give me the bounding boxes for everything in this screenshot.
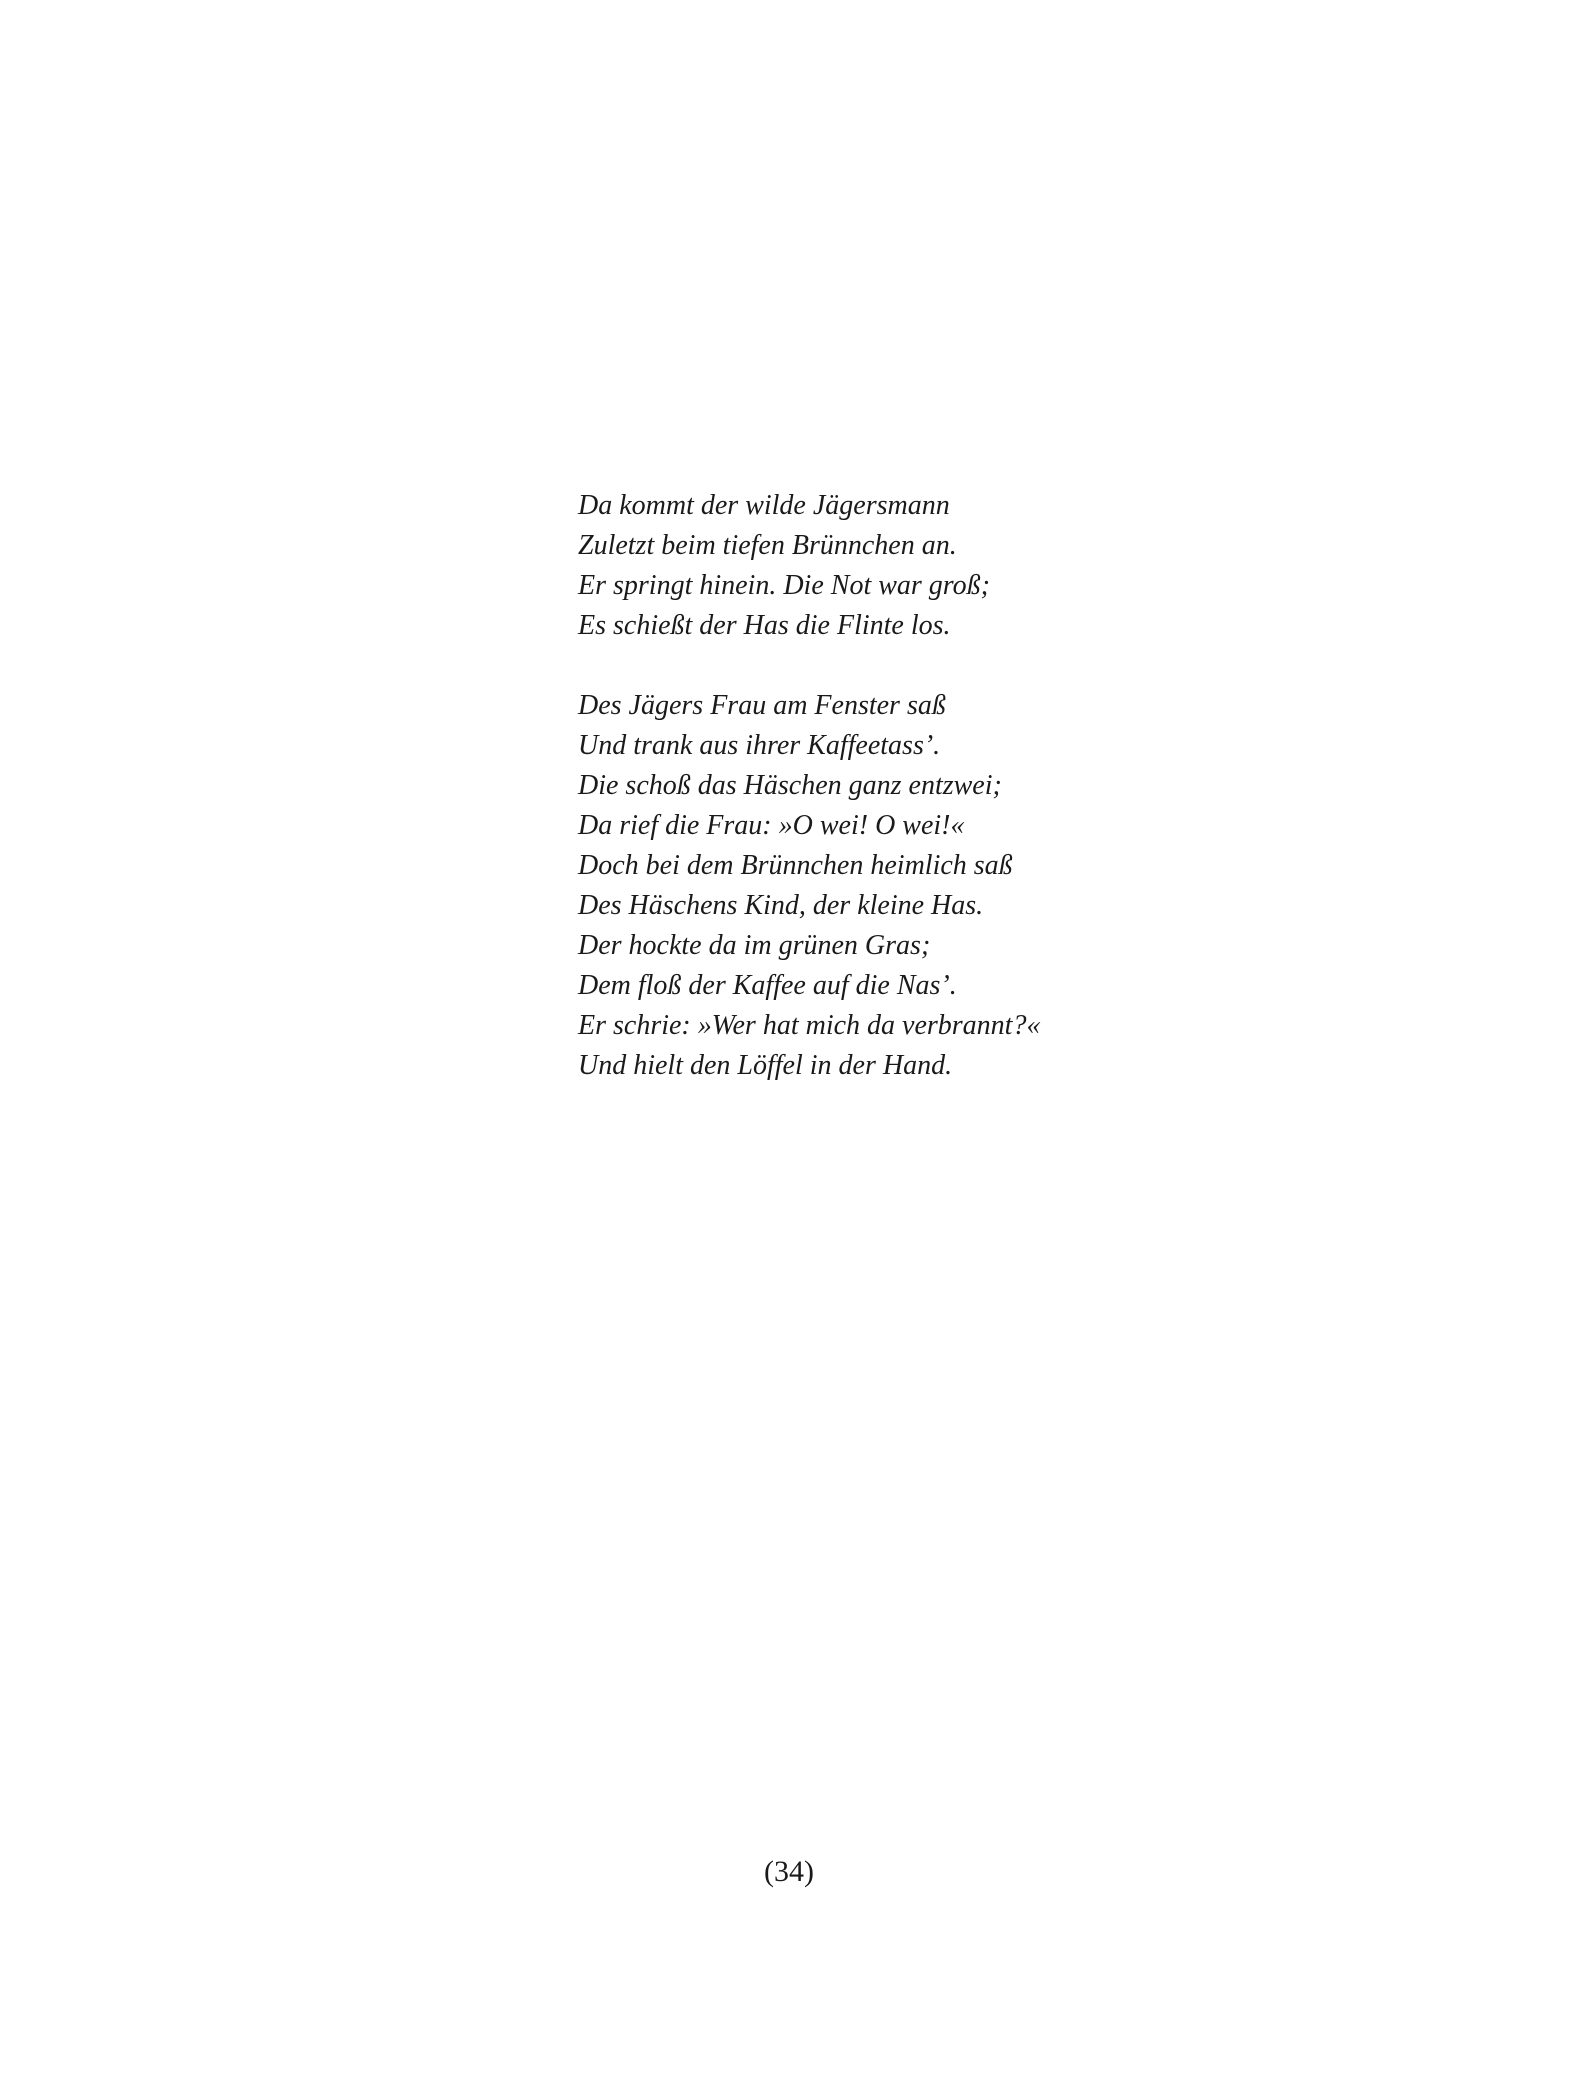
poem-line: Da kommt der wilde Jägersmann bbox=[578, 490, 950, 521]
poem-line: Es schießt der Has die Flinte los. bbox=[578, 610, 951, 641]
page-number: (34) bbox=[764, 1855, 814, 1888]
poem bbox=[578, 486, 1278, 1086]
poem-line: Und hielt den Löffel in der Hand. bbox=[578, 1050, 953, 1081]
poem-line: Des Jägers Frau am Fenster saß bbox=[578, 690, 946, 721]
stanza-1 bbox=[578, 486, 1278, 646]
poem-line: Die schoß das Häschen ganz entzwei; bbox=[578, 770, 1002, 801]
poem-line: Doch bei dem Brünnchen heimlich saß bbox=[578, 850, 1013, 881]
stanza-2 bbox=[578, 686, 1278, 1086]
poem-line: Zuletzt beim tiefen Brünnchen an. bbox=[578, 530, 957, 561]
poem-line: Er springt hinein. Die Not war groß; bbox=[578, 570, 990, 601]
poem-line: Er schrie: »Wer hat mich da verbrannt?« bbox=[578, 1010, 1041, 1041]
poem-line: Der hockte da im grünen Gras; bbox=[578, 930, 931, 961]
poem-line: Dem floß der Kaffee auf die Nas’. bbox=[578, 970, 957, 1001]
poem-line: Und trank aus ihrer Kaffeetass’. bbox=[578, 730, 941, 761]
poem-line: Des Häschens Kind, der kleine Has. bbox=[578, 890, 984, 921]
poem-line: Da rief die Frau: »O wei! O wei!« bbox=[578, 810, 965, 841]
